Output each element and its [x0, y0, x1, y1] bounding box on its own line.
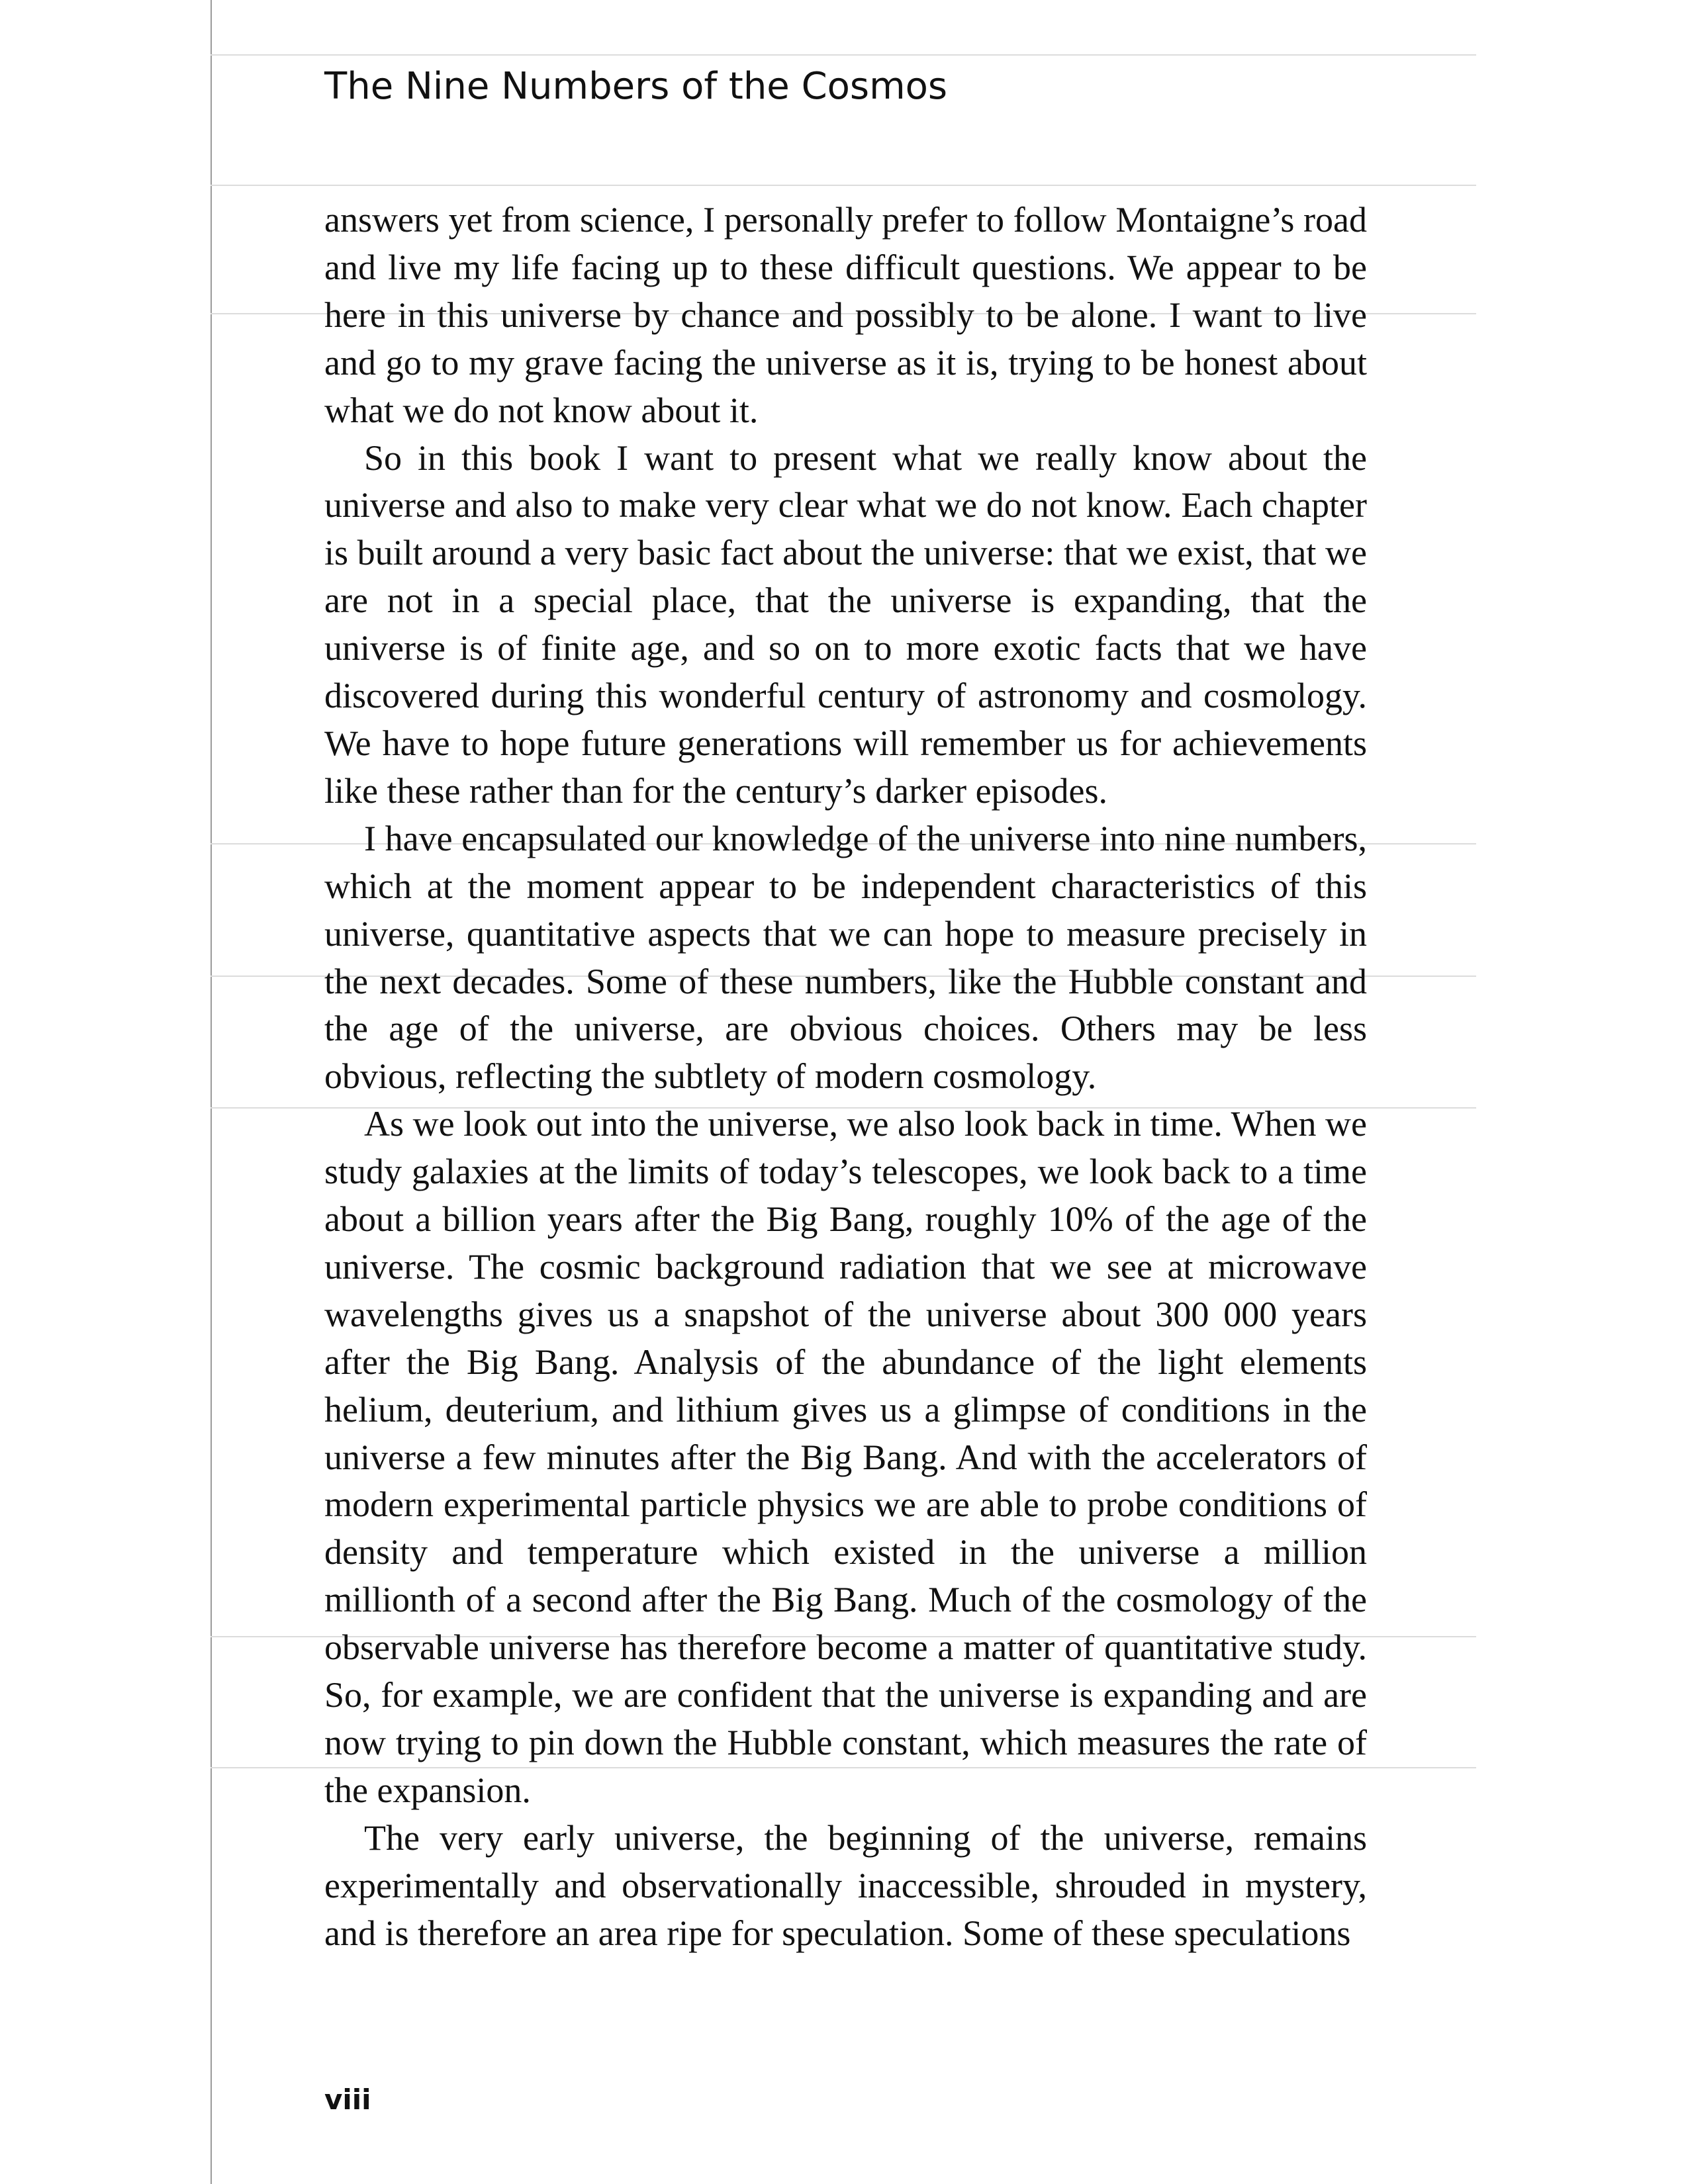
paragraph-3: I have encapsulated our knowledge of the universe into nine numbers, which at the moment appear to be independent characteristics of this universe, quantitative aspects that we can hope to measure precisely in the next decades. Some of these numbers, like the Hubble constant and the age of the universe, are obvious choices. Others may be less obvious, reflecting the subtlety of modern cosmology. — [324, 818, 1367, 1097]
scan-line — [211, 54, 1476, 56]
paragraph-1: answers yet from science, I personally prefer to follow Montaigne’s road and live my life facing up to these difficult questions. We appear to be here in this universe by chance and possibly to be alone. I want to live and go to my grave facing the universe as it is, trying to be honest about what we do not know about it. — [324, 200, 1367, 430]
left-margin-rule — [211, 0, 212, 2184]
scan-line — [211, 185, 1476, 186]
paragraph-4: As we look out into the universe, we also look back in time. When we study galaxies at the limits of today’s telescopes, we look back to a time about a billion years after the Big Bang, roughly 10% of the age of the universe. The cosmic background radiation that we see at microwave wavelengths gives us a snapshot of the universe about 300 000 years after the Big Bang. Analysis of the abundance of the light elements helium, deuterium, and lithium gives us a glimpse of conditions in the universe a few minutes after the Big Bang. And with the accelerators of modern experimental particle physics we are able to probe conditions of density and temperature which existed in the universe a million millionth of a second after the Big Bang. Much of the cosmology of the observable universe has therefore become a matter of quantitative study. So, for example, we are confident that the universe is expanding and are now trying to pin down the Hubble constant, which measures the rate of the expansion. — [324, 1104, 1367, 1810]
body-text — [324, 197, 1367, 1958]
running-head: The Nine Numbers of the Cosmos — [324, 65, 948, 108]
paragraph-5: The very early universe, the beginning of the universe, remains experimentally and observationally inaccessible, shrouded in mystery, and is therefore an area ripe for speculation. Some of these speculations — [324, 1817, 1367, 1953]
page-number: viii — [324, 2083, 371, 2116]
paragraph-2: So in this book I want to present what we really know about the universe and also to make very clear what we do not know. Each chapter is built around a very basic fact about the universe: that we exist, that we are not in a special place, that the universe is expanding, that the universe is of finite age, and so on to more exotic facts that we have discovered during this wonderful century of astronomy and cosmology. We have to hope future generations will remember us for achievements like these rather than for the century’s darker episodes. — [324, 437, 1367, 811]
